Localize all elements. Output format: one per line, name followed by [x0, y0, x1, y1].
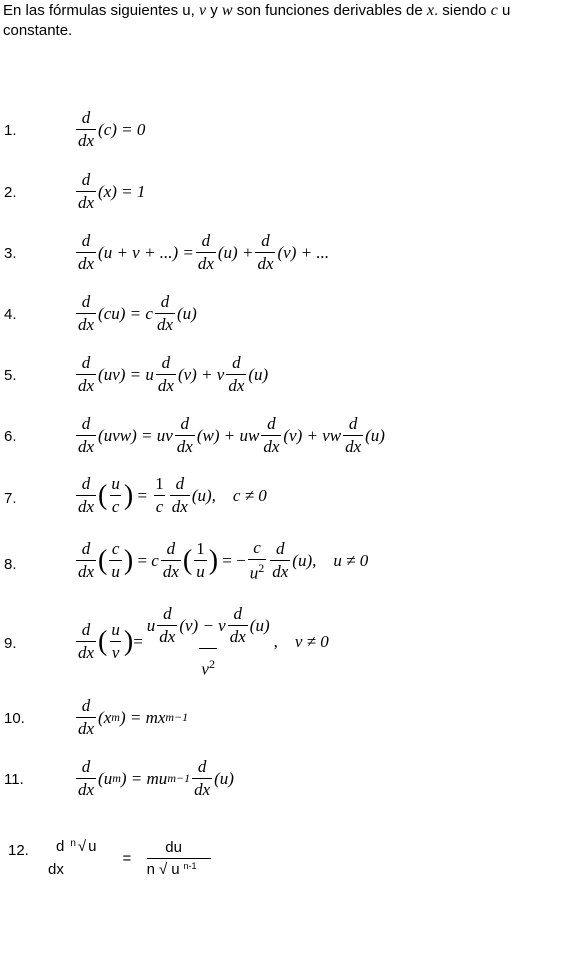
formula-number: 8.: [4, 556, 17, 573]
formula-number: 3.: [4, 245, 17, 262]
intro-text: En las fórmulas siguientes u, v y w son funciones derivables de x. siendo c u constante.: [3, 2, 511, 39]
formula-4: $\frac{d}{dx}$ (cu) = c $\frac{d}{dx}$ (u): [78, 292, 197, 334]
formula-8: $\frac{d}{dx}$ ( $\frac{c}{u}$ ) = c $\frac{d}{dx}$ ( $\frac{1}{u}$ ) = − $\frac{c}{u^2}$ $\frac{d}{dx}$ (u), u ≠ 0: [78, 538, 369, 583]
formula-12: d $^n$ √ u dx = du n √ u $^{n-1}$: [46, 838, 214, 878]
formula-7: $\frac{d}{dx}$ ( $\frac{u}{c}$ ) = $\frac{1}{c}$ $\frac{d}{dx}$ (u), c ≠ 0: [78, 474, 267, 516]
formula-number: 2.: [4, 184, 17, 201]
formula-11: $\frac{d}{dx}$ (u m ) = mu m−1 $\frac{d}{dx}$ (u): [78, 757, 234, 799]
formula-6: $\frac{d}{dx}$ (uvw) = uv $\frac{d}{dx}$ (w) + uw $\frac{d}{dx}$ (v) + vw $\frac{d}{dx}$ (u): [78, 414, 385, 456]
formula-number: 9.: [4, 635, 17, 652]
formula-2: $\frac{d}{dx}$ (x) = 1: [78, 170, 146, 212]
formula-10: $\frac{d}{dx}$ (x m ) = mx m−1: [78, 696, 189, 738]
formula-9: $\frac{d}{dx}$ ( $\frac{u}{v}$ ) = u $\frac{d}{dx}$ (v) − v $\frac{d}{dx}$ (u) $v^2$ , v ≠ 0: [78, 604, 329, 679]
formula-number: 7.: [4, 490, 17, 507]
formula-number: 12.: [8, 842, 29, 859]
formula-1: $\frac{d}{dx}$ (c) = 0: [78, 108, 146, 150]
formula-3: $\frac{d}{dx}$ (u + v + ...) = $\frac{d}{dx}$ (u) + $\frac{d}{dx}$ (v) + ...: [78, 231, 330, 273]
formula-number: 5.: [4, 367, 17, 384]
formula-number: 6.: [4, 428, 17, 445]
formula-number: 10.: [4, 710, 25, 727]
formula-number: 11.: [4, 771, 24, 788]
formula-number: 4.: [4, 306, 17, 323]
formula-number: 1.: [4, 122, 17, 139]
formula-5: $\frac{d}{dx}$ (uv) = u $\frac{d}{dx}$ (v) + v $\frac{d}{dx}$ (u): [78, 353, 269, 395]
